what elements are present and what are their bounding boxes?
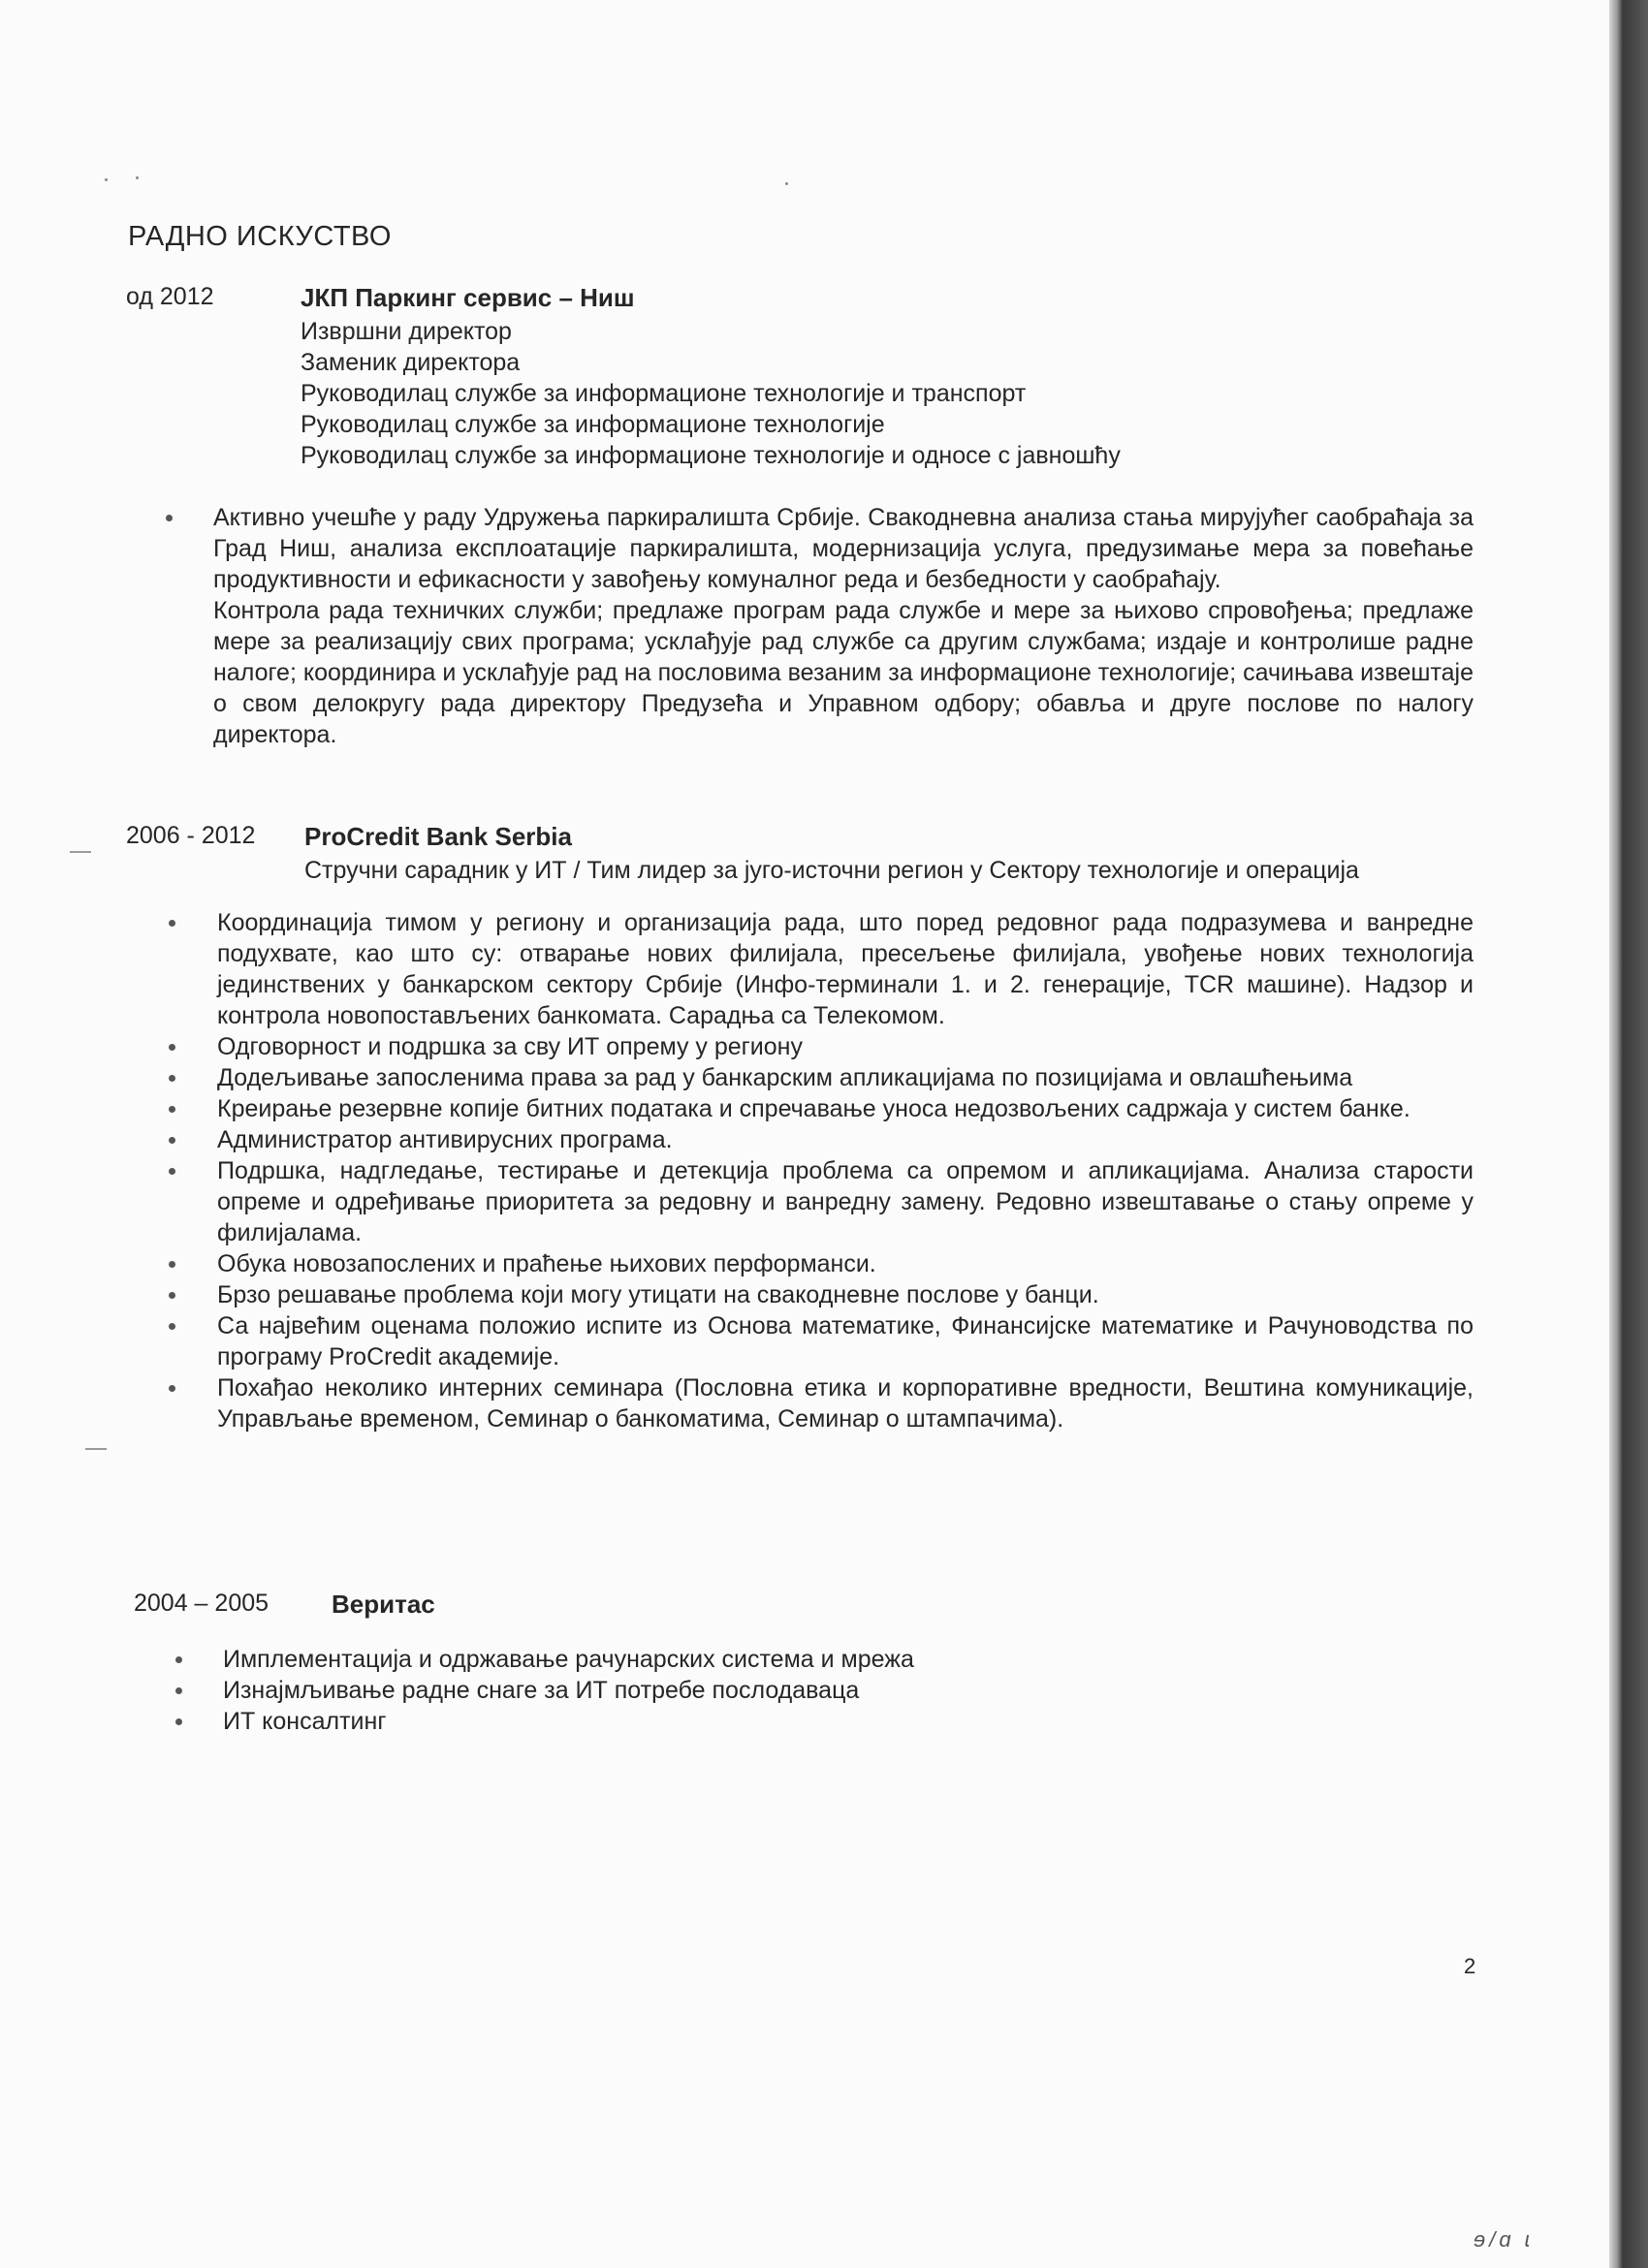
- scan-speck: [105, 178, 108, 181]
- entry-responsibilities: [213, 502, 1474, 750]
- bullet-icon: [169, 1137, 175, 1144]
- bullet-text: Са највећим оценама положио испите из Основа математике, Финансијске математике и Рачуноводства по програму ProCredit академије.: [217, 1312, 1474, 1370]
- role-item: Стручни сарадник у ИТ / Тим лидер за југо-источни регион у Сектору технологије и операција: [304, 857, 1359, 884]
- entry-header: [126, 822, 1512, 855]
- entry-organization: ЈКП Паркинг сервис – Ниш: [301, 283, 635, 312]
- role-item: Извршни директор: [301, 318, 512, 345]
- bullet-text: Имплементација и одржавање рачунарских система и мрежа: [223, 1646, 914, 1673]
- experience-entry-parking-servis: [126, 283, 1483, 471]
- entry-date: од 2012: [126, 283, 214, 310]
- handwritten-mark: ɘ/ɑ ɩ: [1474, 2227, 1534, 2252]
- bullet-icon: [169, 1044, 175, 1051]
- list-item: [223, 1644, 1386, 1675]
- bullet-text: Креирање резервне копије битних података и спречавање уноса недозвољених садржаја у систем банке.: [217, 1095, 1410, 1122]
- list-item: [217, 1031, 1474, 1062]
- list-item: [217, 1062, 1474, 1093]
- bullet-text: Обука новозапослених и праћење њихових перформанси.: [217, 1250, 876, 1277]
- scan-mark: [85, 1448, 107, 1450]
- list-item: [217, 1093, 1474, 1124]
- bullet-text: ИТ консалтинг: [223, 1708, 387, 1735]
- list-item: [217, 1124, 1474, 1155]
- scan-speck: [136, 176, 139, 179]
- page-number: 2: [1464, 1954, 1476, 1978]
- entry-bullet-list: [223, 1644, 1386, 1737]
- bullet-icon: [169, 1168, 175, 1175]
- entry-organization: Веритас: [332, 1590, 435, 1619]
- role-item: Руководилац службе за информационе технологије и транспорт: [301, 380, 1027, 407]
- list-item: [223, 1675, 1386, 1706]
- bullet-icon: [166, 515, 173, 521]
- entry-header: [126, 283, 1483, 316]
- bullet-icon: [175, 1656, 182, 1663]
- bullet-icon: [169, 920, 175, 927]
- bullet-text: Додељивање запосленима права за рад у банкарским апликацијама по позицијама и овлашћењима: [217, 1064, 1353, 1091]
- bullet-text: Одговорност и подршка за сву ИТ опрему у региону: [217, 1033, 803, 1060]
- entry-bullet-list: [217, 907, 1474, 1434]
- responsibilities-paragraph: Контрола рада техничких служби; предлаже програм рада службе и мере за њихово спровођења; предлаже мере за реализацију свих програма; усклађује рад службе са другим службама; издаје и контролише радне налоге; координира и усклађује рад на пословима везаним за информационе технологије; сачињава извештаје о свом делокругу рада директору Предузећа и Управном одбору; обавља и друге послове по налогу директора.: [213, 597, 1474, 748]
- bullet-icon: [169, 1292, 175, 1299]
- bullet-text: Администратор антивирусних програма.: [217, 1126, 673, 1153]
- bullet-icon: [169, 1323, 175, 1330]
- bullet-text: Брзо решавање проблема који могу утицати на свакодневне послове у банци.: [217, 1281, 1099, 1308]
- list-item: [217, 1155, 1474, 1248]
- entry-organization: ProCredit Bank Serbia: [304, 822, 572, 851]
- bullet-icon: [169, 1385, 175, 1392]
- entry-date: 2006 - 2012: [126, 822, 256, 849]
- role-item: Заменик директора: [301, 349, 521, 376]
- list-item: [213, 502, 1474, 595]
- list-item: [217, 1279, 1474, 1310]
- bullet-icon: [169, 1261, 175, 1268]
- bullet-icon: [175, 1687, 182, 1694]
- bullet-icon: [175, 1718, 182, 1725]
- section-heading: РАДНО ИСКУСТВО: [128, 221, 392, 252]
- role-item: Руководилац службе за информационе технологије и односе с јавношћу: [301, 442, 1121, 469]
- experience-entry-procredit: [126, 822, 1512, 886]
- scan-speck: [785, 182, 788, 185]
- list-item: [223, 1706, 1386, 1737]
- entry-header: [134, 1590, 909, 1622]
- bullet-text: Похађао неколико интерних семинара (Пословна етика и корпоративне вредности, Вештина комуникације, Управљање временом, Семинар о банкоматима, Семинар о штампачима).: [217, 1374, 1474, 1433]
- scan-mark: [70, 851, 91, 853]
- entry-date: 2004 – 2005: [134, 1590, 269, 1617]
- list-item: [217, 907, 1474, 1031]
- bullet-icon: [169, 1106, 175, 1113]
- scanned-page-edge: [1609, 0, 1648, 2268]
- bullet-text: Координација тимом у региону и организација рада, што поред редовног рада подразумева и ванредне подухвате, као што су: отварање нових филијала, пресељење филијала, увођење нових технологија јединствених у банкарском сектору Србије (Инфо-терминали 1. и 2. генерације, TCR машине). Надзор и контрола новопостављених банкомата. Сарадња са Телекомом.: [217, 909, 1474, 1029]
- role-list: [301, 316, 1483, 471]
- list-item: [217, 1310, 1474, 1372]
- experience-entry-veritas: [134, 1590, 909, 1622]
- bullet-text: Подршка, надгледање, тестирање и детекција проблема са опремом и апликацијама. Анализа старости опреме и одређивање приоритета за редовну и ванредну замену. Редовно извештавање о стању опреме у филијалама.: [217, 1157, 1474, 1246]
- bullet-text: Активно учешће у раду Удружења паркиралишта Србије. Свакодневна анализа стања мирујућег саобраћаја за Град Ниш, анализа експлоатације паркиралишта, модернизација услуга, предузимање мера за повећање продуктивности и ефикасности у завођењу комуналног реда и безбедности у саобраћају.: [213, 504, 1474, 593]
- list-item: [217, 1248, 1474, 1279]
- role-item: Руководилац службе за информационе технологије: [301, 411, 885, 438]
- list-item: [217, 1372, 1474, 1434]
- bullet-text: Изнајмљивање радне снаге за ИТ потребе послодаваца: [223, 1677, 860, 1704]
- bullet-icon: [169, 1075, 175, 1082]
